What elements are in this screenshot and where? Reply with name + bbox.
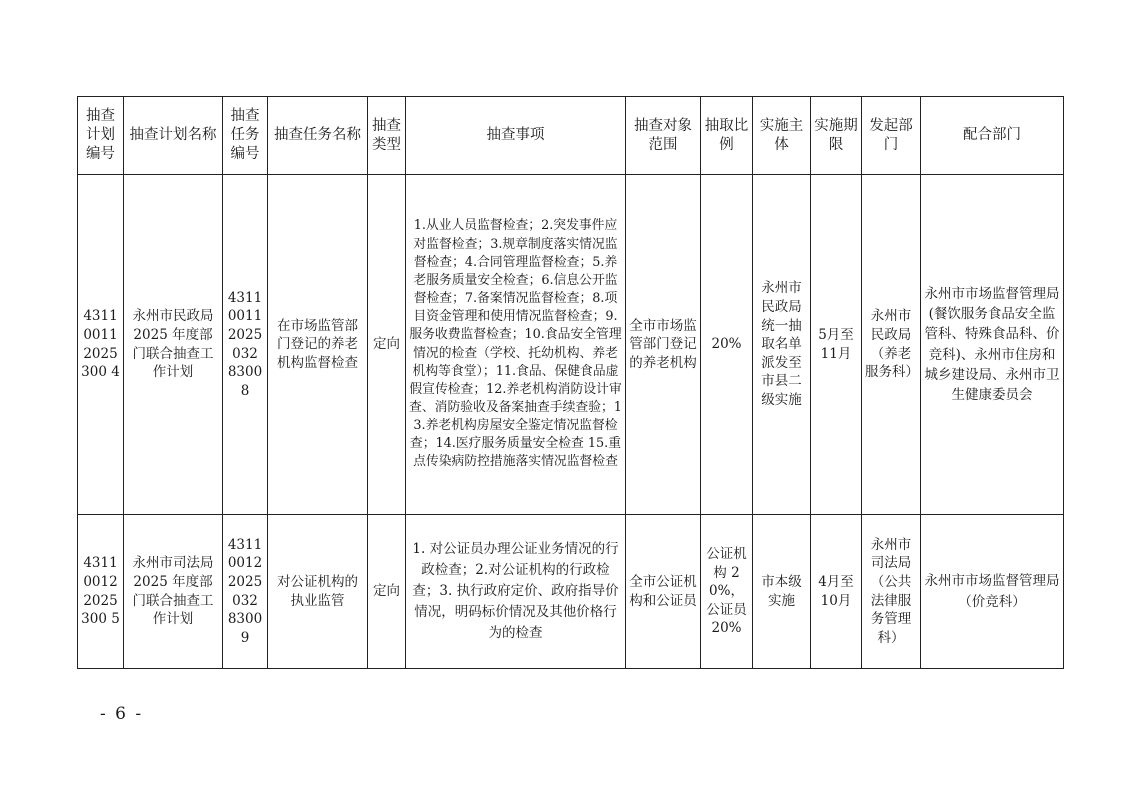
header-ratio: 抽取比例 <box>701 97 753 175</box>
cell-type: 定向 <box>368 515 406 669</box>
cell-plan-name: 永州市民政局 2025 年度部门联合抽查工作计划 <box>124 175 223 515</box>
cell-plan-name: 永州市司法局 2025 年度部门联合抽查工作计划 <box>124 515 223 669</box>
header-task-name: 抽查任务名称 <box>268 97 368 175</box>
cell-task-name: 在市场监管部门登记的养老机构监督检查 <box>268 175 368 515</box>
cell-ratio: 公证机构 20%，公证员 20% <box>701 515 753 669</box>
table-row <box>78 515 1064 669</box>
cell-ratio: 20% <box>701 175 753 515</box>
header-items: 抽查事项 <box>406 97 626 175</box>
header-plan-name: 抽查计划名称 <box>124 97 223 175</box>
cell-task-no: 431100122025032 83009 <box>223 515 268 669</box>
cell-period: 5月至11月 <box>811 175 862 515</box>
cell-type: 定向 <box>368 175 406 515</box>
cell-initiator: 永州市司法局（公共法律服务管理科） <box>862 515 921 669</box>
header-period: 实施期限 <box>811 97 862 175</box>
table-row <box>78 175 1064 515</box>
inspection-plan-table <box>77 96 1064 669</box>
cell-executor: 永州市民政局统一抽取名单派发至市县二级实施 <box>753 175 811 515</box>
cell-initiator: 永州市民政局（养老服务科） <box>862 175 921 515</box>
header-scope: 抽查对象范围 <box>626 97 701 175</box>
cell-task-no: 431100112025032 83008 <box>223 175 268 515</box>
page-number: - 6 - <box>100 704 144 724</box>
header-task-no: 抽查任务编号 <box>223 97 268 175</box>
header-plan-no: 抽查计划编号 <box>78 97 124 175</box>
cell-period: 4月至10月 <box>811 515 862 669</box>
header-type: 抽查类型 <box>368 97 406 175</box>
cell-scope: 全市公证机构和公证员 <box>626 515 701 669</box>
header-initiator: 发起部门 <box>862 97 921 175</box>
cell-task-name: 对公证机构的执业监管 <box>268 515 368 669</box>
cell-scope: 全市市场监管部门登记的养老机构 <box>626 175 701 515</box>
cell-plan-no: 431100112025300 4 <box>78 175 124 515</box>
header-executor: 实施主体 <box>753 97 811 175</box>
cell-plan-no: 431100122025300 5 <box>78 515 124 669</box>
table-header-row <box>78 97 1064 175</box>
cell-items: 1. 对公证员办理公证业务情况的行政检查；2.对公证机构的行政检查；3. 执行政府定价、政府指导价情况，明码标价情况及其他价格行为的检查 <box>406 515 626 669</box>
header-coop: 配合部门 <box>921 97 1064 175</box>
cell-coop: 永州市市场监督管理局(餐饮服务食品安全监管科、特殊食品科、价竞科)、永州市住房和城乡建设局、永州市卫生健康委员会 <box>921 175 1064 515</box>
cell-executor: 市本级实施 <box>753 515 811 669</box>
cell-items: 1.从业人员监督检查；2.突发事件应对监督检查；3.规章制度落实情况监督检查；4.合同管理监督检查；5.养老服务质量安全检查；6.信息公开监督检查；7.备案情况监督检查；8.项目资金管理和使用情况监督检查；9.服务收费监督检查；10.食品安全管理情况的检查（学校、托幼机构、养老机构等食堂）；11.食品、保健食品虚假宣传检查；12.养老机构消防设计审查、消防验收及备案抽查手续查验；13.养老机构房屋安全鉴定情况监督检查；14.医疗服务质量安全检查 15.重点传染病防控措施落实情况监督检查 <box>406 175 626 515</box>
cell-coop: 永州市市场监督管理局（价竞科） <box>921 515 1064 669</box>
